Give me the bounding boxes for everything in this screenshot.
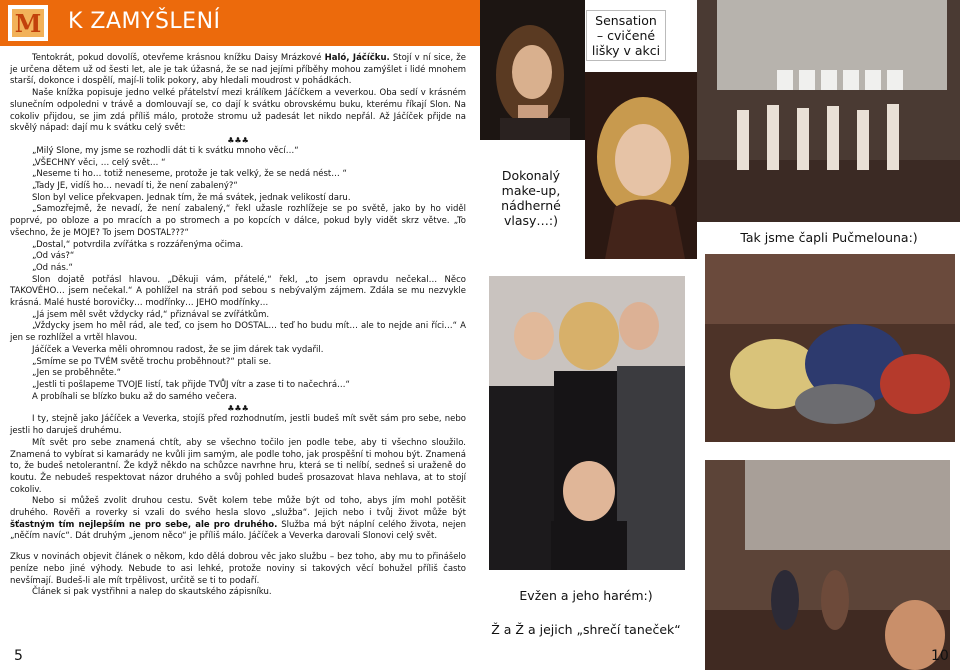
photo-makeup bbox=[585, 72, 697, 259]
photo-group-game bbox=[705, 254, 955, 442]
paragraph: Zkus v novinách objevit článek o někom, kdo dělá dobrou věc jako službu – bez toho, aby mu to přinášelo peníze nebo jiné výhody. Nebude to asi lehké, protože noviny si takových věcí bohužel příliš často nevšímají. Budeš-li ale mít trpělivost, určitě se ti to podaří. bbox=[10, 552, 466, 586]
dialog-line: Jáčíček a Veverka měli ohromnou radost, že se jim dárek tak vydařil. bbox=[32, 344, 324, 355]
dialog-line: „Smíme se po TVÉM světě trochu proběhnout?“ ptali se. bbox=[32, 356, 272, 367]
dialog-line: „Samozřejmě, že nevadí, že není zabalený,“ řekl užasle rozhlížeje se po světě, jako by ho viděl poprvé, po obloze a po mracích a po stromech a po kopcích v dálce, pokud byly vidět skrz větve. „To všechno, že je MOJE? To jsem DOSTAL???“ bbox=[10, 204, 466, 238]
dialog-line: „Neseme ti ho… totiž neneseme, protože je tak velký, že se nedá nést… “ bbox=[32, 169, 347, 180]
section-separator: ♣♣♣ bbox=[227, 404, 249, 414]
dialog-block bbox=[10, 146, 466, 403]
caption-tanecek: Ž a Ž a jejich „shrečí taneček“ bbox=[491, 622, 681, 637]
page-number-left: 5 bbox=[14, 648, 23, 664]
dialog-line: „VŠECHNY věci, … celý svět… “ bbox=[32, 157, 166, 168]
section-separator: ♣♣♣ bbox=[227, 135, 249, 145]
page-title: K ZAMYŠLENÍ bbox=[68, 9, 221, 34]
dialog-line: „Milý Slone, my jsme se rozhodli dát ti k svátku mnoho věcí…“ bbox=[32, 145, 299, 156]
intro-paragraph: Tentokrát, pokud dovolíš, otevřeme krásnou knížku Daisy Mrázkové Haló, Jáčíčku. Stojí v ní sice, že je určena dětem už od šesti let, ale je tak úžasná, že se nad jejími příběhy mohou zamýšlet i lidé mnohem starší, dokonce i dospělí, mají-li tolik pokory, aby hledali moudrost v pohádkách. bbox=[10, 53, 466, 87]
paragraph: Článek si pak vystřihni a nalep do skautského zápisníku. bbox=[32, 587, 272, 598]
paragraph: Naše knížka popisuje jedno velké přátelství mezi králíkem Jáčíčkem a veverkou. Oba sedí v krásném slunečním odpoledni v trávě a domlouvají se, co dají k svátku obrovskému buku, kterému říkají Slon. Na cokoliv přijdou, se jim zdá příliš málo, protože stromu už padesát let nikdo nepřál. Až Jáčíček přijde na skvělý nápad: dají mu k svátku celý svět: bbox=[10, 88, 466, 134]
caption-harem: Evžen a jeho harém:) bbox=[519, 588, 653, 603]
photo-dance-hall bbox=[705, 460, 950, 670]
dialog-line: „Dostal,“ potvrdila zvířátka s rozzářenýma očima. bbox=[32, 239, 244, 250]
header-banner bbox=[0, 0, 480, 46]
photo-girl-portrait bbox=[480, 0, 585, 140]
dialog-line: Slon byl velice překvapen. Jednak tím, že má svátek, jednak velikostí daru. bbox=[32, 192, 351, 203]
dialog-line: „Vždycky jsem ho měl rád, ale teď, co jsem ho DOSTAL… teď ho budu mít… ale to nejde ani říci…“ A jen se rozhlížel a vrtěl hlavou. bbox=[10, 321, 466, 344]
caption-pucmelouna: Tak jsme čapli Pučmelouna:) bbox=[740, 230, 918, 245]
photo-dance-stage bbox=[697, 0, 960, 222]
paragraph: I ty, stejně jako Jáčíček a Veverka, stojíš před rozhodnutím, jestli budeš mít svět sám pro sebe, nebo jestli ho daruješ druhému. bbox=[10, 414, 466, 437]
dialog-line: A probíhali se blízko buku až do samého večera. bbox=[32, 391, 237, 402]
caption-makeup: Dokonalý make-up, nádherné vlasy…:) bbox=[501, 168, 561, 228]
page-number-right: 10 bbox=[931, 648, 949, 664]
dialog-line: Slon dojatě potřásl hlavou. „Děkuji vám, přátelé,“ řekl, „to jsem opravdu nečekal… Něco TAKOVÉHO… jsem nečekal.“ A pohlížel na stráň pod sebou s nebývalým zájmem. Zdála se mu nezvykle krásná. Malé husté borovičky… modřínky… JEHO modřínky… bbox=[10, 274, 466, 309]
article-text bbox=[10, 53, 466, 599]
logo-letter: M bbox=[12, 9, 44, 37]
dialog-line: „Jen se proběhněte.“ bbox=[32, 368, 121, 379]
dialog-line: „Od vás?“ bbox=[32, 251, 75, 262]
dialog-line: „Od nás.“ bbox=[32, 262, 73, 273]
dialog-line: „Tady JE, vidíš ho… nevadí ti, že není zabalený?“ bbox=[32, 181, 238, 192]
caption-sensation: Sensation – cvičené lišky v akci bbox=[586, 10, 666, 61]
magazine-logo bbox=[8, 5, 48, 41]
dialog-line: „Jestli ti pošlapeme TVOJE listí, tak přijde TVŮJ vítr a zase ti to načechrá…“ bbox=[32, 379, 350, 390]
paragraph: Mít svět pro sebe znamená chtít, aby se všechno točilo jen podle tebe, aby ti všechno sloužilo. Znamená to vybírat si kamarády ne kvůli jim samým, ale podle toho, jak prospěšní ti mohou být. Znamená to, že budeš netolerantní. Že když někdo na schůzce navrhne hru, která se ti nelíbí, sedneš si uraženě do koutu. Že nebudeš respektovat názor druhého a svůj pohled budeš prosazovat hlava nehlava, at to stojí cokoliv. bbox=[10, 437, 466, 495]
paragraph: Nebo si můžeš zvolit druhou cestu. Svět kolem tebe může být od toho, abys jím mohl potěšit druhého. Rověři a roverky si vzali do svého hesla slovo „služba“. Jejich nebo i tvůj život může být šťastným tím nejlepším ne pro sebe, ale pro druhého. Služba má být náplní celého života, nejen „něčím navíc“. Dát druhým „jenom něco“ je příliš málo. Jáčíček a Veverka darovali Slonovi celý svět. bbox=[10, 496, 466, 542]
dialog-line: „Já jsem měl svět vždycky rád,“ přiznával se zvířátkům. bbox=[32, 309, 270, 320]
photo-evzen-harem bbox=[489, 276, 685, 570]
